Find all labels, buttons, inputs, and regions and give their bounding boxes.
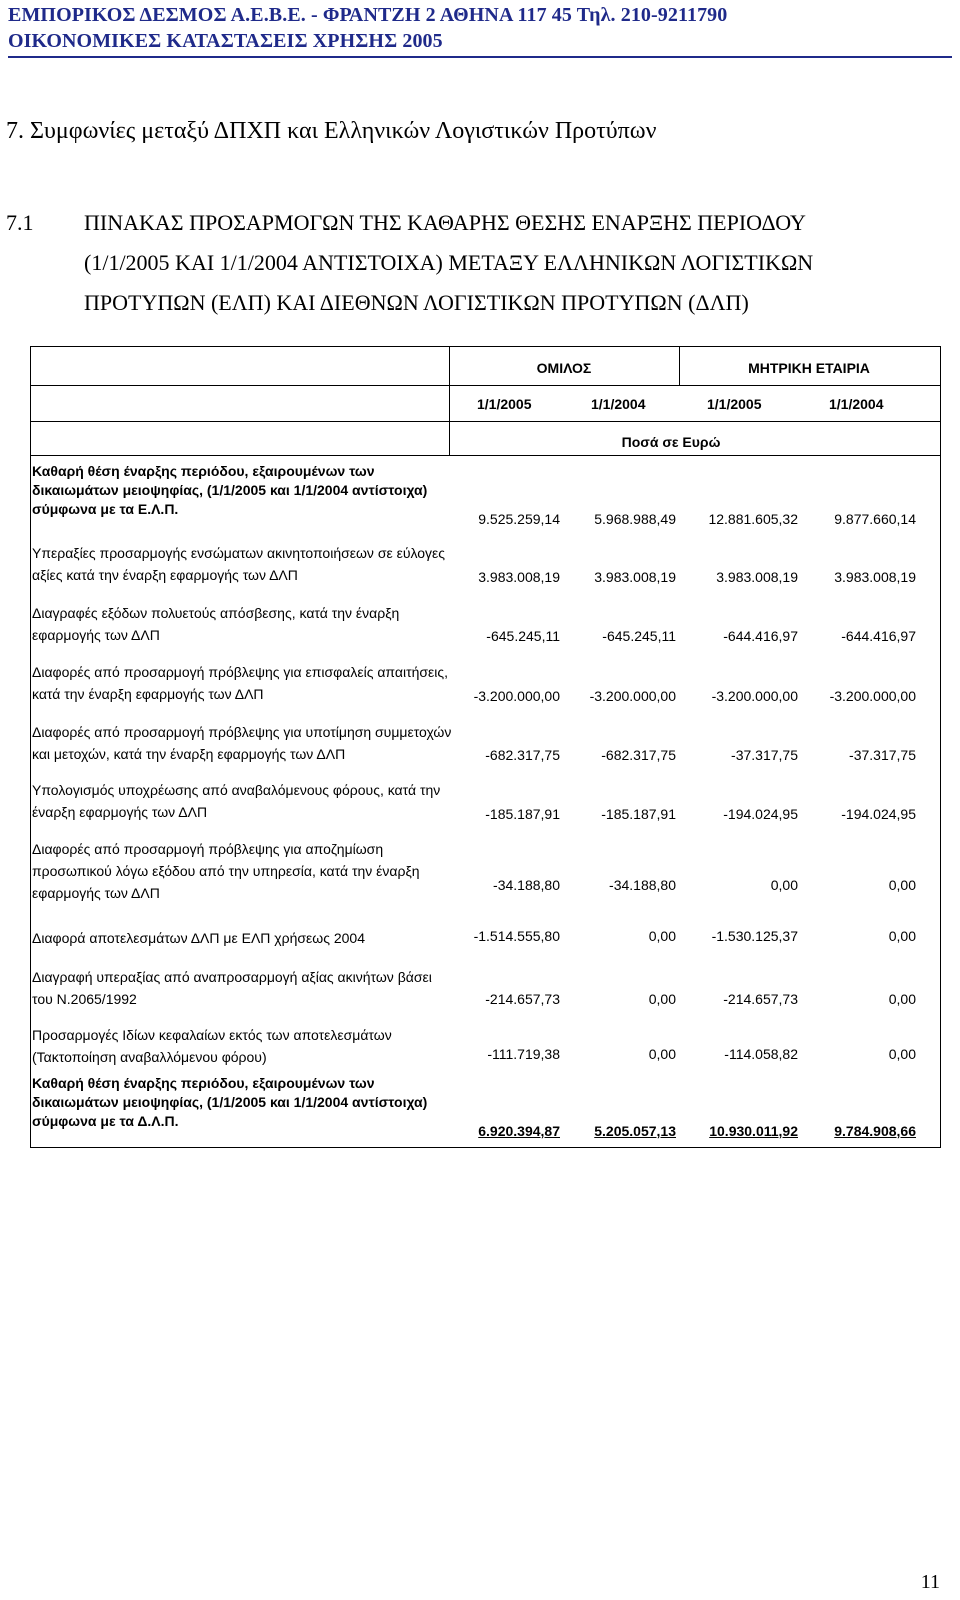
subsection-title-line3: ΠΡΟΤΥΠΩΝ (ΕΛΠ) ΚΑΙ ΔΙΕΘΝΩΝ ΛΟΓΙΣΤΙΚΩΝ ΠΡΟΤΥΠΩΝ (ΔΛΠ) (84, 290, 749, 315)
row-label: Υπολογισμός υποχρέωσης από αναβαλόμενους φόρους, κατά την έναρξη εφαρμογής των ΔΛΠ (32, 782, 441, 820)
row-value: 0,00 (888, 1046, 916, 1062)
row-label: Διαγραφές εξόδων πολυετούς απόσβεσης, κατά την έναρξη εφαρμογής των ΔΛΠ (32, 605, 400, 643)
row-value: 3.983.008,19 (834, 569, 916, 585)
statements-header: ΟΙΚΟΝΟΜΙΚΕΣ ΚΑΤΑΣΤΑΣΕΙΣ ΧΡΗΣΗΣ 2005 (8, 30, 443, 52)
row-value: -3.200.000,00 (711, 688, 798, 704)
header-rule (8, 56, 952, 58)
row-value: -644.416,97 (723, 628, 798, 644)
row-value: -3.200.000,00 (473, 688, 560, 704)
section-title: 7. Συμφωνίες μεταξύ ΔΠΧΠ και Ελληνικών Λογιστικών Προτύπων (6, 118, 657, 144)
row-value: 0,00 (648, 1046, 676, 1062)
row-value: -34.188,80 (609, 877, 676, 893)
company-header: ΕΜΠΟΡΙΚΟΣ ΔΕΣΜΟΣ Α.Ε.Β.Ε. - ΦΡΑΝΤΖΗ 2 ΑΘΗΝΑ 117 45 Τηλ. 210-9211790 (8, 4, 728, 26)
group-header-parent: ΜΗΤΡΙΚΗ ΕΤΑΙΡΙΑ (748, 360, 870, 376)
row-label: Διαγραφή υπεραξίας από αναπροσαρμογή αξίας ακινήτων βάσει του Ν.2065/1992 (32, 969, 432, 1007)
row-value: 0,00 (648, 991, 676, 1007)
row-value: 0,00 (888, 877, 916, 893)
row-value: 0,00 (648, 928, 676, 944)
row-label: Προσαρμογές Ιδίων κεφαλαίων εκτός των αποτελεσμάτων (Τακτοποίηση αναβαλλόμενου φόρου) (32, 1027, 392, 1065)
row-value: 0,00 (888, 928, 916, 944)
row-label: Διαφορές από προσαρμογή πρόβλεψης για αποζημίωση προσωπικού λόγω εξόδου από την υπηρεσία, κατά την έναρξη εφαρμογής των ΔΛΠ (32, 841, 420, 901)
row-value: 3.983.008,19 (716, 569, 798, 585)
row-value: -1.514.555,80 (473, 928, 560, 944)
row-value: -645.245,11 (486, 628, 560, 644)
row-value: -682.317,75 (485, 747, 560, 763)
row-value: 12.881.605,32 (708, 511, 798, 527)
row-value: 6.920.394,87 (478, 1123, 560, 1139)
subsection-number: 7.1 (6, 210, 34, 235)
table-rule (31, 455, 940, 456)
row-value: -114.058,82 (724, 1046, 798, 1062)
row-label: Διαφορές από προσαρμογή πρόβλεψης για υποτίμηση συμμετοχών και μετοχών, κατά την έναρξη εφαρμογής των ΔΛΠ (32, 724, 452, 762)
row-value: -3.200.000,00 (589, 688, 676, 704)
table-rule (31, 421, 940, 422)
row-value: -194.024,95 (841, 806, 916, 822)
row-value: 3.983.008,19 (478, 569, 560, 585)
row-value: -214.657,73 (723, 991, 798, 1007)
table-rule (31, 385, 940, 386)
row-value: -1.530.125,37 (711, 928, 798, 944)
row-label: Καθαρή θέση έναρξης περιόδου, εξαιρουμένων των δικαιωμάτων μειοψηφίας, (1/1/2005 και 1/1/2004 αντίστοιχα) σύμφωνα με τα Δ.Λ.Π. (32, 1075, 428, 1129)
row-value: 9.784.908,66 (834, 1123, 916, 1139)
row-value: 9.525.259,14 (478, 511, 560, 527)
row-value: 5.205.057,13 (594, 1123, 676, 1139)
row-value: -111.719,38 (487, 1046, 560, 1062)
row-value: -185.187,91 (601, 806, 676, 822)
row-label: Καθαρή θέση έναρξης περιόδου, εξαιρουμένων των δικαιωμάτων μειοψηφίας, (1/1/2005 και 1/1/2004 αντίστοιχα) σύμφωνα με τα Ε.Λ.Π. (32, 463, 428, 517)
row-value: -645.245,11 (602, 628, 676, 644)
date-header: 1/1/2004 (829, 396, 884, 412)
row-value: -214.657,73 (485, 991, 560, 1007)
row-value: -34.188,80 (493, 877, 560, 893)
row-value: 5.968.988,49 (594, 511, 676, 527)
row-label: Διαφορές από προσαρμογή πρόβλεψης για επισφαλείς απαιτήσεις, κατά την έναρξη εφαρμογής των ΔΛΠ (32, 664, 449, 702)
row-value: -185.187,91 (485, 806, 560, 822)
row-value: -37.317,75 (731, 747, 798, 763)
row-value: 0,00 (770, 877, 798, 893)
subsection-title-line2: (1/1/2005 ΚΑΙ 1/1/2004 ΑΝΤΙΣΤΟΙΧΑ) ΜΕΤΑΞΥ ΕΛΛΗΝΙΚΩΝ ΛΟΓΙΣΤΙΚΩΝ (84, 250, 814, 275)
date-header: 1/1/2004 (591, 396, 646, 412)
date-header: 1/1/2005 (477, 396, 532, 412)
row-value: 0,00 (888, 991, 916, 1007)
row-label: Διαφορά αποτελεσμάτων ΔΛΠ με ΕΛΠ χρήσεως 2004 (32, 930, 365, 946)
row-value: -644.416,97 (841, 628, 916, 644)
row-value: -37.317,75 (849, 747, 916, 763)
row-value: -682.317,75 (601, 747, 676, 763)
row-value: 3.983.008,19 (594, 569, 676, 585)
row-value: 10.930.011,92 (709, 1123, 798, 1139)
row-label: Υπεραξίες προσαρμογής ενσώματων ακινητοποιήσεων σε εύλογες αξίες κατά την έναρξη εφαρμογής των ΔΛΠ (32, 545, 446, 583)
subsection-title-line1: ΠΙΝΑΚΑΣ ΠΡΟΣΑΡΜΟΓΩΝ ΤΗΣ ΚΑΘΑΡΗΣ ΘΕΣΗΣ ΕΝΑΡΞΗΣ ΠΕΡΙΟΔΟΥ (84, 210, 806, 235)
page-number: 11 (920, 1571, 940, 1593)
row-value: 9.877.660,14 (834, 511, 916, 527)
date-header: 1/1/2005 (707, 396, 762, 412)
group-header-group: ΟΜΙΛΟΣ (536, 360, 592, 376)
row-value: -3.200.000,00 (829, 688, 916, 704)
currency-note: Ποσά σε Ευρώ (621, 434, 721, 450)
row-value: -194.024,95 (723, 806, 798, 822)
